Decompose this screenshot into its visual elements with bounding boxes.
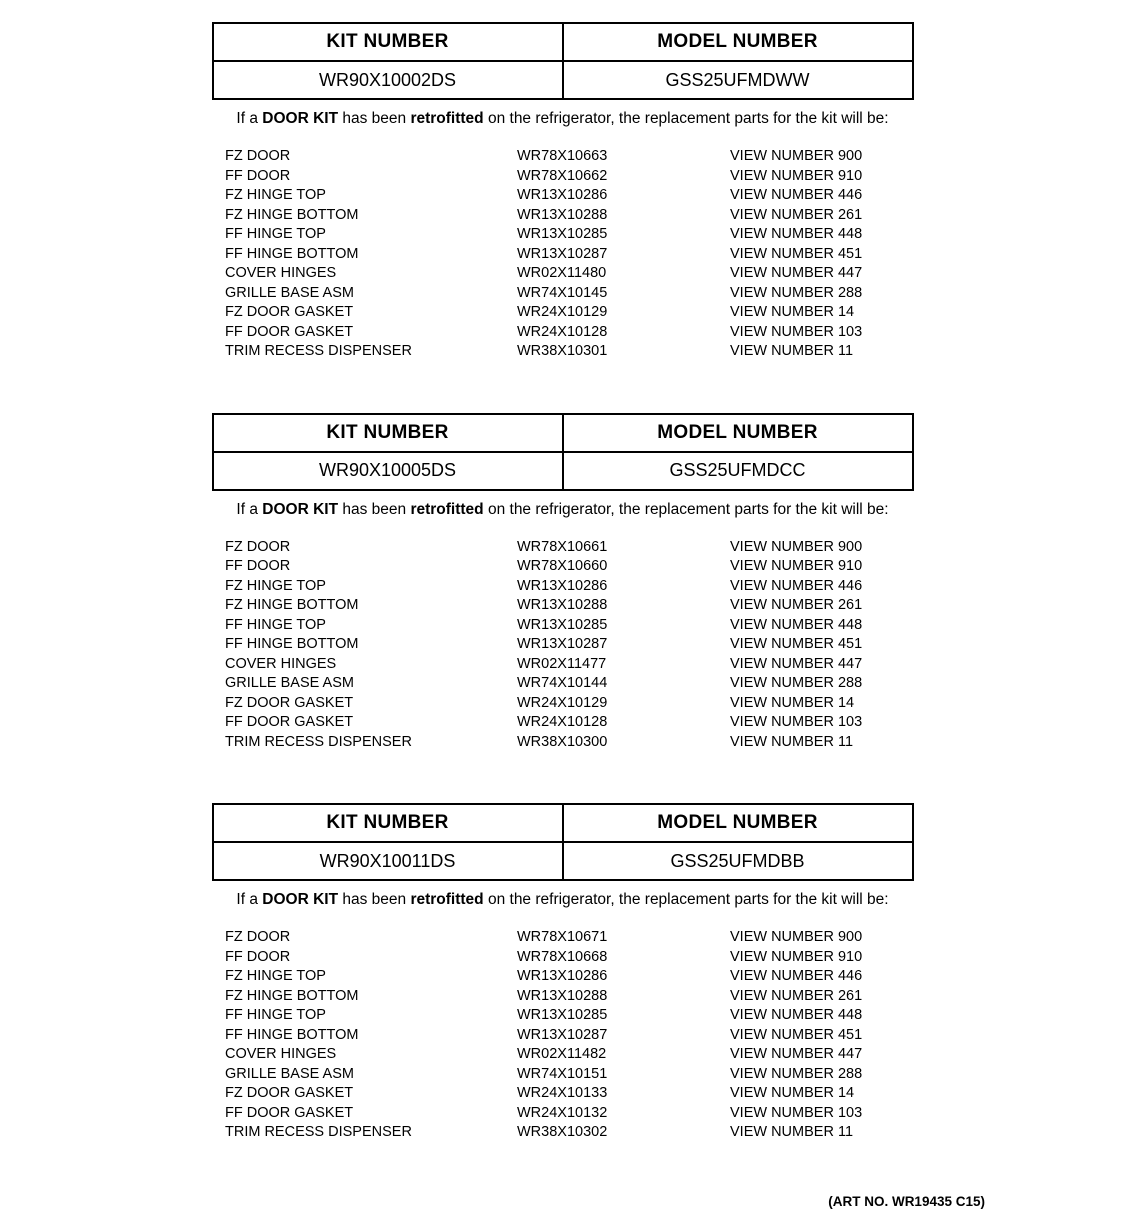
part-row — [225, 713, 905, 733]
part-name: COVER HINGES — [225, 655, 337, 672]
part-name: FF HINGE BOTTOM — [225, 1026, 359, 1043]
part-row — [225, 225, 905, 245]
part-view-number: VIEW NUMBER 288 — [730, 1065, 863, 1082]
parts-list — [225, 928, 905, 1143]
model-number-header: MODEL NUMBER — [563, 23, 913, 61]
part-view-number: VIEW NUMBER 261 — [730, 987, 863, 1004]
part-name: FF DOOR — [225, 948, 291, 965]
part-number: WR78X10660 — [517, 558, 608, 574]
parts-list — [225, 147, 905, 362]
part-view-number: VIEW NUMBER 261 — [730, 597, 863, 613]
part-name: FZ DOOR — [225, 538, 291, 555]
part-name: FF HINGE TOP — [225, 226, 326, 242]
part-view-number: VIEW NUMBER 448 — [730, 1007, 863, 1023]
part-name: FZ HINGE BOTTOM — [225, 206, 359, 223]
part-view-number: VIEW NUMBER 14 — [730, 304, 855, 320]
part-row — [225, 245, 905, 265]
part-view-number: VIEW NUMBER 288 — [730, 284, 863, 301]
kit-section-2 — [0, 413, 1125, 753]
part-row — [225, 167, 905, 187]
part-number: WR78X10661 — [517, 538, 608, 555]
part-row — [225, 928, 905, 948]
part-number: WR74X10151 — [517, 1065, 608, 1082]
part-row — [225, 147, 905, 167]
part-row — [225, 1084, 905, 1104]
part-view-number: VIEW NUMBER 103 — [730, 714, 863, 730]
part-view-number: VIEW NUMBER 448 — [730, 616, 863, 633]
part-number: WR78X10671 — [517, 929, 608, 945]
part-name: FF DOOR GASKET — [225, 1104, 354, 1121]
part-number: WR13X10287 — [517, 636, 608, 652]
part-name: FZ HINGE BOTTOM — [225, 597, 359, 613]
part-view-number: VIEW NUMBER 447 — [730, 655, 863, 672]
kit-model-table — [212, 803, 914, 881]
part-number: WR78X10668 — [517, 948, 608, 965]
part-name: FF DOOR — [225, 558, 291, 574]
part-row — [225, 1026, 905, 1046]
part-name: TRIM RECESS DISPENSER — [225, 733, 412, 750]
part-row — [225, 186, 905, 206]
part-number: WR24X10129 — [517, 694, 608, 711]
note-bold-retrofitted: retrofitted — [410, 891, 484, 908]
kit-number-header: KIT NUMBER — [213, 804, 563, 842]
note-text-pre: If a — [236, 110, 263, 127]
model-number-header: MODEL NUMBER — [563, 804, 913, 842]
note-bold-door-kit: DOOR KIT — [262, 891, 339, 908]
kit-number-header: KIT NUMBER — [213, 414, 563, 452]
part-name: FZ HINGE TOP — [225, 577, 326, 594]
part-view-number: VIEW NUMBER 446 — [730, 577, 863, 594]
part-view-number: VIEW NUMBER 910 — [730, 948, 863, 965]
note-text-mid: has been — [338, 891, 411, 908]
part-name: TRIM RECESS DISPENSER — [225, 1124, 412, 1140]
part-number: WR74X10145 — [517, 284, 608, 301]
part-number: WR13X10286 — [517, 187, 608, 203]
note-text-mid: has been — [338, 500, 411, 518]
part-row — [225, 342, 905, 362]
part-view-number: VIEW NUMBER 900 — [730, 538, 863, 555]
part-view-number: VIEW NUMBER 446 — [730, 968, 863, 984]
note-text-post: on the refrigerator, the replacement parts for the kit will be: — [483, 110, 889, 127]
part-number: WR13X10286 — [517, 968, 608, 984]
part-number: WR24X10128 — [517, 714, 608, 730]
model-number-value: GSS25UFMDWW — [563, 61, 913, 99]
part-row — [225, 655, 905, 675]
part-row — [225, 987, 905, 1007]
kit-model-table — [212, 22, 914, 100]
part-view-number: VIEW NUMBER 910 — [730, 558, 863, 574]
part-name: GRILLE BASE ASM — [225, 1065, 354, 1082]
part-row — [225, 616, 905, 636]
part-number: WR13X10288 — [517, 987, 608, 1004]
part-row — [225, 733, 905, 753]
kit-number-value: WR90X10011DS — [213, 842, 563, 880]
part-name: FZ DOOR — [225, 148, 291, 164]
part-row — [225, 596, 905, 616]
part-view-number: VIEW NUMBER 11 — [730, 343, 854, 359]
part-number: WR13X10288 — [517, 206, 608, 223]
note-text-mid: has been — [338, 110, 411, 127]
part-row — [225, 1065, 905, 1085]
part-view-number: VIEW NUMBER 14 — [730, 694, 855, 711]
part-name: FF DOOR — [225, 167, 291, 184]
kit-section-3 — [0, 803, 1125, 1143]
part-row — [225, 538, 905, 558]
kit-number-value: WR90X10005DS — [213, 452, 563, 490]
retrofit-note — [0, 500, 1125, 520]
part-view-number: VIEW NUMBER 261 — [730, 206, 863, 223]
art-number-label: (ART NO. WR19435 C15) — [828, 1193, 985, 1209]
part-number: WR24X10132 — [517, 1104, 608, 1121]
kit-number-header: KIT NUMBER — [213, 23, 563, 61]
part-row — [225, 557, 905, 577]
part-number: WR02X11477 — [517, 655, 607, 672]
note-bold-door-kit: DOOR KIT — [262, 500, 339, 518]
part-row — [225, 1104, 905, 1124]
model-number-value: GSS25UFMDCC — [563, 452, 913, 490]
part-view-number: VIEW NUMBER 14 — [730, 1085, 855, 1101]
note-text-post: on the refrigerator, the replacement parts for the kit will be: — [483, 891, 889, 908]
part-number: WR24X10133 — [517, 1085, 608, 1101]
part-name: GRILLE BASE ASM — [225, 675, 354, 691]
part-name: FF HINGE BOTTOM — [225, 245, 359, 262]
part-name: COVER HINGES — [225, 1046, 337, 1062]
part-number: WR38X10301 — [517, 343, 608, 359]
retrofit-note — [0, 890, 1125, 910]
part-name: FF DOOR GASKET — [225, 323, 354, 340]
part-view-number: VIEW NUMBER 900 — [730, 148, 863, 164]
part-number: WR13X10285 — [517, 226, 608, 242]
note-bold-retrofitted: retrofitted — [410, 500, 484, 518]
part-view-number: VIEW NUMBER 447 — [730, 265, 863, 281]
part-view-number: VIEW NUMBER 11 — [730, 733, 854, 750]
part-row — [225, 323, 905, 343]
part-row — [225, 635, 905, 655]
part-name: TRIM RECESS DISPENSER — [225, 343, 412, 359]
model-number-header: MODEL NUMBER — [563, 414, 913, 452]
part-view-number: VIEW NUMBER 451 — [730, 636, 863, 652]
part-row — [225, 577, 905, 597]
part-row — [225, 284, 905, 304]
part-number: WR02X11482 — [517, 1046, 607, 1062]
part-view-number: VIEW NUMBER 900 — [730, 929, 863, 945]
part-number: WR78X10662 — [517, 167, 608, 184]
part-view-number: VIEW NUMBER 446 — [730, 187, 863, 203]
part-number: WR24X10128 — [517, 323, 608, 340]
part-row — [225, 1006, 905, 1026]
part-view-number: VIEW NUMBER 103 — [730, 323, 863, 340]
part-number: WR13X10285 — [517, 616, 608, 633]
part-row — [225, 674, 905, 694]
part-name: FF HINGE TOP — [225, 1007, 326, 1023]
part-name: FZ HINGE TOP — [225, 187, 326, 203]
part-name: FZ DOOR — [225, 929, 291, 945]
part-view-number: VIEW NUMBER 448 — [730, 226, 863, 242]
part-name: FZ DOOR GASKET — [225, 304, 354, 320]
part-number: WR13X10285 — [517, 1007, 608, 1023]
model-number-value: GSS25UFMDBB — [563, 842, 913, 880]
part-view-number: VIEW NUMBER 910 — [730, 167, 863, 184]
part-number: WR38X10300 — [517, 733, 608, 750]
part-number: WR02X11480 — [517, 265, 607, 281]
part-row — [225, 1045, 905, 1065]
part-number: WR13X10287 — [517, 1026, 608, 1043]
part-name: FZ DOOR GASKET — [225, 694, 354, 711]
kit-number-value: WR90X10002DS — [213, 61, 563, 99]
part-number: WR13X10288 — [517, 597, 608, 613]
part-name: FF HINGE BOTTOM — [225, 636, 359, 652]
part-name: FF HINGE TOP — [225, 616, 326, 633]
part-name: FZ HINGE BOTTOM — [225, 987, 359, 1004]
part-row — [225, 967, 905, 987]
part-row — [225, 303, 905, 323]
part-name: COVER HINGES — [225, 265, 337, 281]
part-row — [225, 694, 905, 714]
part-row — [225, 206, 905, 226]
part-view-number: VIEW NUMBER 288 — [730, 675, 863, 691]
part-number: WR13X10286 — [517, 577, 608, 594]
part-view-number: VIEW NUMBER 451 — [730, 1026, 863, 1043]
note-text-pre: If a — [236, 891, 263, 908]
kit-model-table — [212, 413, 914, 491]
part-number: WR24X10129 — [517, 304, 608, 320]
part-number: WR38X10302 — [517, 1124, 608, 1140]
part-view-number: VIEW NUMBER 451 — [730, 245, 863, 262]
part-name: FF DOOR GASKET — [225, 714, 354, 730]
parts-list — [225, 538, 905, 753]
part-name: FZ DOOR GASKET — [225, 1085, 354, 1101]
part-view-number: VIEW NUMBER 103 — [730, 1104, 863, 1121]
part-row — [225, 264, 905, 284]
part-number: WR74X10144 — [517, 675, 608, 691]
part-number: WR78X10663 — [517, 148, 608, 164]
part-view-number: VIEW NUMBER 447 — [730, 1046, 863, 1062]
part-name: GRILLE BASE ASM — [225, 284, 354, 301]
kit-section-1 — [0, 22, 1125, 362]
note-text-post: on the refrigerator, the replacement parts for the kit will be: — [483, 500, 889, 518]
note-bold-door-kit: DOOR KIT — [262, 110, 339, 127]
part-row — [225, 1123, 905, 1143]
note-text-pre: If a — [236, 500, 263, 518]
part-view-number: VIEW NUMBER 11 — [730, 1124, 854, 1140]
part-number: WR13X10287 — [517, 245, 608, 262]
part-name: FZ HINGE TOP — [225, 968, 326, 984]
part-row — [225, 948, 905, 968]
retrofit-note — [0, 109, 1125, 129]
note-bold-retrofitted: retrofitted — [410, 110, 484, 127]
